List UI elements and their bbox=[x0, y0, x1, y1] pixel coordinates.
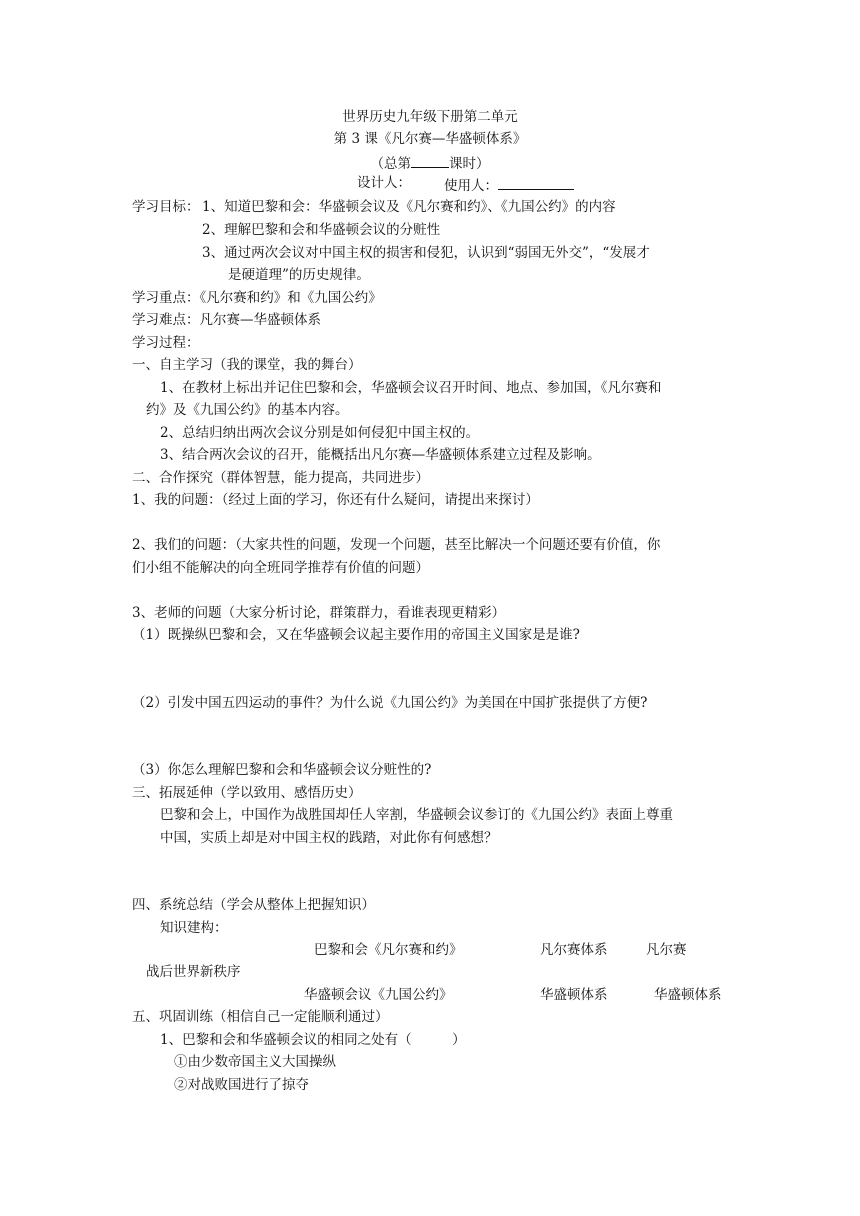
section-5-title: 五、巩固训练（相信自己一定能顺利通过） bbox=[132, 1009, 389, 1025]
versailles-system: 凡尔赛体系 bbox=[540, 942, 608, 958]
our-question-line-1: 2、我们的问题：（大家共性的问题，发现一个问题，甚至比解决一个问题还要有价值，你 bbox=[132, 537, 661, 553]
section-4-title: 四、系统总结（学会从整体上把握知识） bbox=[132, 897, 375, 913]
section-3-line-2: 中国，实质上却是对中国主权的践踏，对此你有何感想？ bbox=[160, 830, 498, 846]
section-1-line-2: 约》及《九国公约》的基本内容。 bbox=[146, 402, 349, 418]
exercise-question-1: 1、巴黎和会和华盛顿会议的相同之处有（ ） bbox=[160, 1032, 466, 1048]
teacher-question: 3、老师的问题（大家分析讨论，群策群力，看谁表现更精彩） bbox=[132, 605, 506, 621]
difficulty: 学习难点：凡尔赛—华盛顿体系 bbox=[132, 312, 321, 328]
washington-system: 华盛顿体系 bbox=[540, 987, 608, 1003]
section-1-line-4: 3、结合两次会议的召开，能概括出凡尔赛—华盛顿体系建立过程及影响。 bbox=[160, 447, 601, 463]
user-label: 使用人： bbox=[444, 178, 498, 194]
user-line bbox=[444, 177, 574, 194]
section-1-line-1: 1、在教材上标出并记住巴黎和会，华盛顿会议召开时间、地点、参加国，《凡尔赛和 bbox=[160, 380, 662, 396]
period-line bbox=[0, 155, 860, 172]
teacher-question-1: （1）既操纵巴黎和会，又在华盛顿会议起主要作用的帝国主义国家是是谁? bbox=[132, 627, 580, 643]
user-blank[interactable] bbox=[498, 177, 574, 190]
paris-conference: 巴黎和会《凡尔赛和约》 bbox=[314, 942, 463, 958]
period-prefix: （总第 bbox=[370, 156, 411, 172]
teacher-question-2: （2）引发中国五四运动的事件？为什么说《九国公约》为美国在中国扩张提供了方便? bbox=[132, 695, 648, 711]
my-question: 1、我的问题：（经过上面的学习，你还有什么疑问，请提出来探讨） bbox=[132, 492, 539, 508]
teacher-question-3: （3）你怎么理解巴黎和会和华盛顿会议分赃性的? bbox=[132, 762, 432, 778]
exercise-option-2: ②对战败国进行了掠夺 bbox=[174, 1077, 309, 1093]
designer-label: 设计人： bbox=[357, 175, 411, 191]
section-2-title: 二、合作探究（群体智慧，能力提高，共同进步） bbox=[132, 470, 429, 486]
washington-short: 华盛顿体系 bbox=[654, 987, 722, 1003]
exercise-option-1: ①由少数帝国主义大国操纵 bbox=[174, 1054, 336, 1070]
objective-2: 2、理解巴黎和会和华盛顿会议的分赃性 bbox=[202, 222, 441, 238]
section-1-title: 一、自主学习（我的课堂，我的舞台） bbox=[132, 357, 362, 373]
objectives-label: 学习目标： bbox=[132, 199, 200, 215]
section-1-line-3: 2、总结归纳出两次会议分别是如何侵犯中国主权的。 bbox=[160, 425, 480, 441]
versailles-short: 凡尔赛 bbox=[646, 942, 687, 958]
objective-1: 1、知道巴黎和会：华盛顿会议及《凡尔赛和约》、《九国公约》的内容 bbox=[202, 199, 616, 215]
objective-3-cont: 是硬道理”的历史规律。 bbox=[228, 267, 370, 283]
key-point: 学习重点：《凡尔赛和约》和《九国公约》 bbox=[132, 290, 382, 306]
lesson-title: 第 3 课《凡尔赛—华盛顿体系》 bbox=[333, 131, 527, 147]
our-question-line-2: 们小组不能解决的向全班同学推荐有价值的问题） bbox=[132, 560, 429, 576]
objective-3: 3、通过两次会议对中国主权的损害和侵犯，认识到“弱国无外交”，“发展才 bbox=[202, 245, 650, 261]
period-suffix: 课时） bbox=[449, 156, 490, 172]
knowledge-structure-label: 知识建构： bbox=[160, 920, 228, 936]
postwar-order: 战后世界新秩序 bbox=[146, 964, 241, 980]
washington-conference: 华盛顿会议《九国公约》 bbox=[304, 987, 453, 1003]
section-3-line-1: 巴黎和会上，中国作为战胜国却任人宰割，华盛顿会议参订的《九国公约》表面上尊重 bbox=[160, 807, 673, 823]
section-3-title: 三、拓展延伸（学以致用、感悟历史） bbox=[132, 785, 362, 801]
process-label: 学习过程： bbox=[132, 335, 200, 351]
page-title: 世界历史九年级下册第二单元 bbox=[342, 109, 518, 125]
period-blank[interactable] bbox=[411, 155, 449, 168]
